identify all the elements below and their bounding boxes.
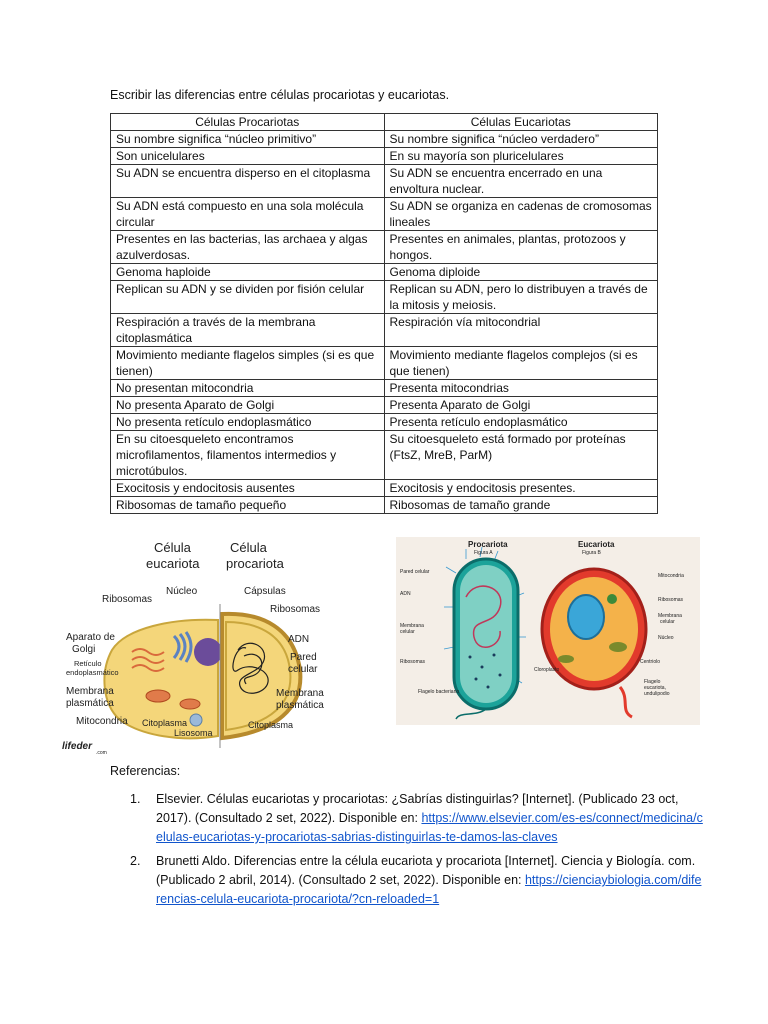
table-cell-procariota: Movimiento mediante flagelos simples (si es que tienen)	[111, 347, 385, 380]
figure2-title-eucariota: Eucariota	[578, 540, 615, 549]
label-membrana-right-line2: plasmática	[276, 700, 324, 711]
label-nucleo: Núcleo	[658, 635, 674, 641]
table-cell-eucariota: Replican su ADN, pero lo distribuyen a través de la mitosis y meiosis.	[384, 281, 658, 314]
table-cell-eucariota: Presenta retículo endoplasmático	[384, 414, 658, 431]
table-cell-procariota: Ribosomas de tamaño pequeño	[111, 497, 385, 514]
label-cloroplasto: Cloroplasto	[534, 667, 560, 673]
table-row	[111, 497, 658, 514]
page-heading: Escribir las diferencias entre células procariotas y eucariotas.	[110, 88, 450, 102]
table-cell-procariota: Su ADN se encuentra disperso en el citoplasma	[111, 165, 385, 198]
label-golgi-line2: Golgi	[72, 644, 96, 655]
table-cell-procariota: En su citoesqueleto encontramos microfilamentos, filamentos intermedios y microtúbulos.	[111, 431, 385, 480]
table-cell-eucariota: Su nombre significa “núcleo verdadero”	[384, 131, 658, 148]
label-adn: ADN	[288, 634, 310, 645]
figure-cell-comparison-lifeder	[62, 532, 328, 758]
eukaryote-chloroplast	[607, 594, 617, 604]
reference-text: Brunetti Aldo. Diferencias entre la célula eucariota y procariota [Internet]. Ciencia y Biología. com. (Publicado 2 abril, 2014). (Consultado 2 set, 2022). Disponible en:	[156, 854, 696, 887]
reference-number: 2.	[130, 854, 141, 868]
table-cell-eucariota: Presentes en animales, plantas, protozoos y hongos.	[384, 231, 658, 264]
lifeder-logo-suffix: .com	[96, 750, 107, 756]
table-cell-procariota: Genoma haploide	[111, 264, 385, 281]
label-pared-celular: Pared celular	[400, 569, 430, 575]
figure1-title-eukaryote-line2: eucariota	[146, 556, 200, 571]
figure2-subtitle-a: Figura A	[474, 550, 493, 556]
label-ribosomas-left: Ribosomas	[102, 594, 153, 605]
table-row	[111, 347, 658, 380]
label-nucleo: Núcleo	[166, 586, 198, 597]
label-membrana-right-line1: Membrana	[276, 688, 324, 699]
table-cell-eucariota: Su ADN se organiza en cadenas de cromosomas lineales	[384, 198, 658, 231]
label-flagelo-bacteriano: Flagelo bacteriano	[418, 689, 460, 695]
label-pared-line2: celular	[288, 664, 318, 675]
label-flagelo-eucariota-line2: eucariota,	[644, 685, 666, 691]
table-cell-procariota: Exocitosis y endocitosis ausentes	[111, 480, 385, 497]
table-row	[111, 131, 658, 148]
label-centriolo: Centriolo	[640, 659, 661, 665]
table-cell-procariota: Su ADN está compuesto en una sola molécula circular	[111, 198, 385, 231]
table-row	[111, 480, 658, 497]
table-row	[111, 431, 658, 480]
label-citoplasma-left: Citoplasma	[142, 718, 188, 728]
reference-number: 1.	[130, 792, 141, 806]
label-capsulas: Cápsulas	[244, 586, 286, 597]
table-row	[111, 281, 658, 314]
eukaryote-nucleus	[568, 595, 604, 639]
table-row	[111, 397, 658, 414]
table-row	[111, 165, 658, 198]
label-ribosomas-right: Ribosomas	[658, 597, 684, 603]
figure1-title-prokaryote-line2: procariota	[226, 556, 284, 571]
table-cell-eucariota: Presenta mitocondrias	[384, 380, 658, 397]
label-citoplasma-right: Citoplasma	[248, 720, 294, 730]
eukaryote-nucleus	[194, 638, 222, 666]
figure2-subtitle-b: Figura B	[582, 550, 601, 556]
figure-cell-comparison-color	[396, 537, 700, 725]
lifeder-logo: lifeder	[62, 741, 93, 752]
table-cell-procariota: Presentes en las bacterias, las archaea y algas azulverdosas.	[111, 231, 385, 264]
table-row	[111, 198, 658, 231]
table-row	[111, 264, 658, 281]
table-cell-eucariota: Su ADN se encuentra encerrado en una envoltura nuclear.	[384, 165, 658, 198]
lysosome-shape	[190, 714, 202, 726]
label-flagelo-eucariota-line3: undulipodio	[644, 691, 670, 697]
label-membrana-celular-left-line2: celular	[400, 629, 415, 635]
table-cell-eucariota: Movimiento mediante flagelos complejos (si es que tienen)	[384, 347, 658, 380]
reference-item	[130, 790, 704, 847]
table-cell-eucariota: Respiración vía mitocondrial	[384, 314, 658, 347]
bacterial-flagellum	[456, 709, 486, 719]
figure2-title-procariota: Procariota	[468, 540, 508, 549]
table-row	[111, 148, 658, 165]
table-cell-eucariota: Ribosomas de tamaño grande	[384, 497, 658, 514]
table-cell-eucariota: Genoma diploide	[384, 264, 658, 281]
label-membrana-celular-right-line2: celular	[660, 619, 675, 625]
column-header-procariotas: Células Procariotas	[111, 114, 385, 131]
comparison-table	[110, 113, 658, 514]
label-golgi-line1: Aparato de	[66, 632, 115, 643]
label-reticulo-line2: endoplasmático	[66, 668, 119, 677]
table-row	[111, 414, 658, 431]
table-cell-eucariota: Su citoesqueleto está formado por proteínas (FtsZ, MreB, ParM)	[384, 431, 658, 480]
table-cell-procariota: No presenta Aparato de Golgi	[111, 397, 385, 414]
table-row	[111, 231, 658, 264]
table-cell-procariota: Respiración a través de la membrana citoplasmática	[111, 314, 385, 347]
figure1-title-eukaryote-line1: Célula	[154, 540, 191, 555]
column-header-eucariotas: Células Eucariotas	[384, 114, 658, 131]
reference-item	[130, 852, 704, 909]
label-reticulo-line1: Retículo	[74, 659, 102, 668]
table-cell-procariota: Son unicelulares	[111, 148, 385, 165]
table-cell-eucariota: En su mayoría son pluricelulares	[384, 148, 658, 165]
table-cell-eucariota: Presenta Aparato de Golgi	[384, 397, 658, 414]
reference-link-cienciaybiologia[interactable]: https://cienciaybiologia.com/diferencias-celula-eucariota-procariota/?cn-reloaded=1	[156, 873, 702, 906]
reference-link-elsevier[interactable]: https://www.elsevier.com/es-es/connect/medicina/celulas-eucariotas-y-procariotas-sabrias-distinguirlas-te-damos-las-claves	[156, 811, 703, 844]
label-mitocondria: Mitocondria	[658, 573, 684, 579]
label-pared-line1: Pared	[290, 652, 317, 663]
cell-comparison-illustration	[62, 532, 328, 758]
mitochondria-shape	[146, 690, 170, 702]
label-mitocondria: Mitocondria	[76, 716, 128, 727]
label-flagelo-eucariota-line1: Flagelo	[644, 679, 661, 685]
eukaryotic-flagellum	[620, 687, 632, 717]
cell-color-illustration	[396, 537, 700, 725]
label-ribosomas-right: Ribosomas	[270, 604, 321, 615]
table-cell-procariota: Replican su ADN y se dividen por fisión celular	[111, 281, 385, 314]
label-lisosoma: Lisosoma	[174, 728, 213, 738]
reference-text: Elsevier. Células eucariotas y procariotas: ¿Sabrías distinguirlas? [Internet]. (Publicado 23 oct, 2017). (Consultado 2 set, 2022). Disponible en:	[156, 792, 679, 825]
references-list	[110, 790, 704, 914]
table-cell-eucariota: Exocitosis y endocitosis presentes.	[384, 480, 658, 497]
table-cell-procariota: No presenta retículo endoplasmático	[111, 414, 385, 431]
table-cell-procariota: Su nombre significa “núcleo primitivo”	[111, 131, 385, 148]
label-membrana-celular-right-line1: Membrana	[658, 613, 682, 619]
label-membrana-celular-left-line1: Membrana	[400, 623, 424, 629]
label-membrana-left-line2: plasmática	[66, 698, 114, 709]
table-row	[111, 380, 658, 397]
figure1-title-prokaryote-line1: Célula	[230, 540, 267, 555]
label-ribosomas-left: Ribosomas	[400, 659, 426, 665]
references-title: Referencias:	[110, 764, 181, 778]
table-header-row	[111, 114, 658, 131]
label-membrana-left-line1: Membrana	[66, 686, 114, 697]
eukaryote-mitochondria	[609, 642, 627, 652]
label-adn: ADN	[400, 591, 411, 597]
table-cell-procariota: No presentan mitocondria	[111, 380, 385, 397]
table-row	[111, 314, 658, 347]
